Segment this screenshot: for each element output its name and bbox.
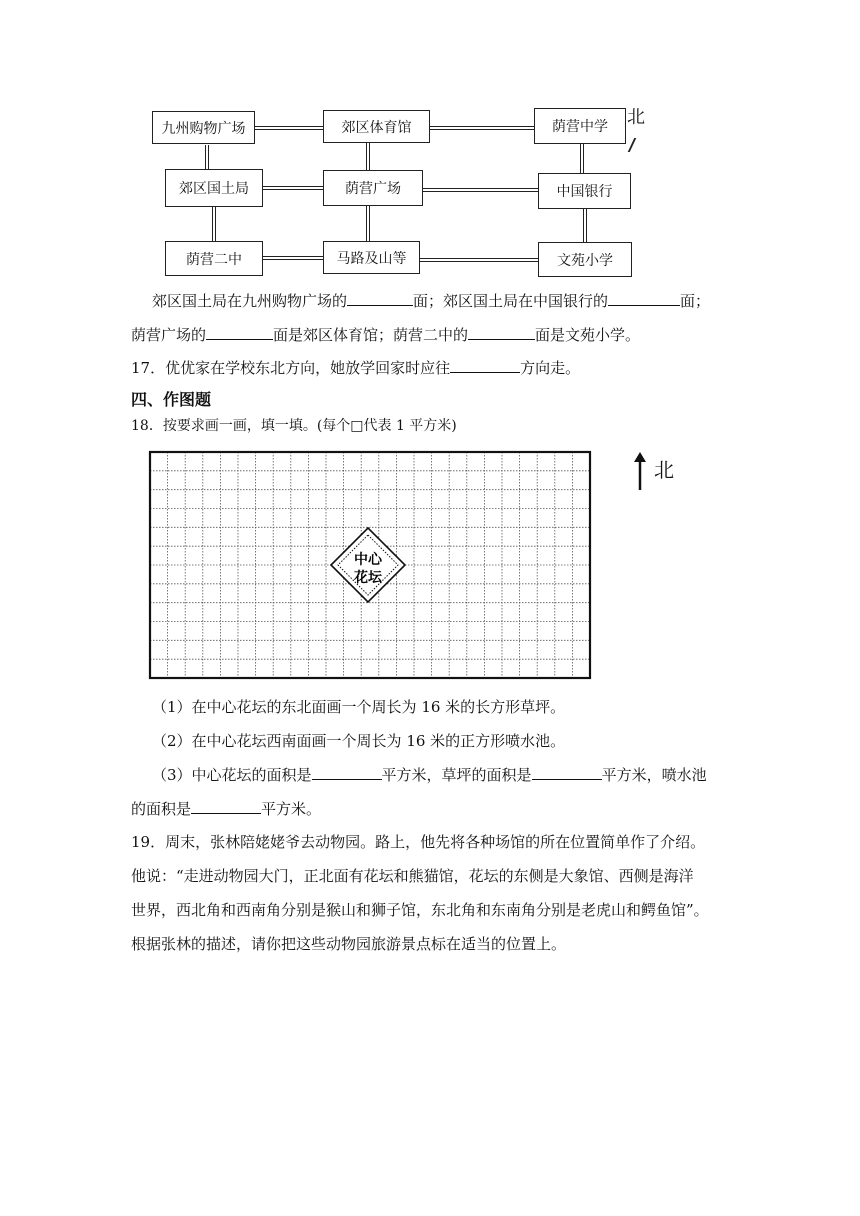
road bbox=[583, 209, 587, 242]
flowerbed-label-top: 中心 bbox=[354, 552, 382, 568]
central-flowerbed bbox=[331, 528, 405, 602]
q19-line2: 他说：“走进动物园大门，正北面有花坛和熊猫馆，花坛的东侧是大象馆、西侧是海洋 bbox=[131, 867, 694, 885]
road bbox=[420, 258, 538, 262]
answer-blank[interactable] bbox=[468, 325, 535, 340]
map-place-box: 马路及山等 bbox=[323, 241, 420, 274]
section-heading: 四、作图题 bbox=[131, 390, 212, 409]
square-grid bbox=[145, 446, 595, 682]
q16-text: 荫营广场的 bbox=[131, 326, 207, 344]
answer-blank[interactable] bbox=[450, 358, 520, 373]
answer-blank[interactable] bbox=[206, 325, 273, 340]
answer-blank[interactable] bbox=[312, 765, 382, 780]
q18-item3-line2 bbox=[131, 799, 321, 819]
answer-blank[interactable] bbox=[347, 291, 413, 306]
map-place-box: 中国银行 bbox=[538, 173, 631, 209]
map-place-box: 荫营广场 bbox=[323, 170, 423, 206]
q18-item2: （2）在中心花坛西南面画一个周长为 16 米的正方形喷水池。 bbox=[152, 732, 566, 750]
road bbox=[205, 145, 209, 169]
road bbox=[423, 188, 538, 192]
q18-text: 的面积是 bbox=[131, 800, 192, 818]
q19-line1: 19．周末，张林陪姥姥爷去动物园。路上，他先将各种场馆的所在位置简单作了介绍。 bbox=[131, 833, 706, 851]
map-place-box: 九州购物广场 bbox=[152, 111, 255, 144]
map-figure bbox=[0, 0, 860, 290]
road bbox=[366, 206, 370, 241]
map-place-box: 荫营二中 bbox=[165, 241, 263, 276]
map-place-box: 文苑小学 bbox=[538, 242, 632, 277]
q16-line2 bbox=[131, 325, 640, 345]
q18-item3-line1 bbox=[152, 765, 707, 785]
q18-text: （3）中心花坛的面积是 bbox=[152, 766, 312, 784]
map-place-box: 郊区体育馆 bbox=[323, 110, 430, 143]
answer-blank[interactable] bbox=[608, 291, 680, 306]
north-arrow-icon bbox=[632, 452, 648, 492]
q19-line4: 根据张林的描述，请你把这些动物园旅游景点标在适当的位置上。 bbox=[131, 935, 567, 953]
road bbox=[580, 144, 584, 173]
q18-text: 平方米，草坪的面积是 bbox=[381, 766, 532, 784]
answer-blank[interactable] bbox=[532, 765, 602, 780]
q16-text: 郊区国土局在九州购物广场的 bbox=[152, 292, 348, 310]
road bbox=[263, 256, 323, 260]
north-label-partial: 北 bbox=[627, 107, 645, 128]
road bbox=[212, 207, 216, 241]
map-place-box: 荫营中学 bbox=[534, 108, 626, 144]
q18-intro: 18．按要求画一画，填一填。(每个□代表 1 平方米) bbox=[131, 418, 457, 434]
q17-text: 17．优优家在学校东北方向，她放学回家时应往 bbox=[131, 359, 451, 377]
north-label: 北 bbox=[654, 458, 674, 482]
q16-text: 面； bbox=[680, 292, 711, 310]
q18-item1: （1）在中心花坛的东北面画一个周长为 16 米的长方形草坪。 bbox=[152, 698, 566, 716]
road bbox=[263, 186, 323, 190]
q18-text: 平方米，喷水池 bbox=[601, 766, 707, 784]
q17 bbox=[131, 358, 580, 378]
q16-text: 面；郊区国土局在中国银行的 bbox=[413, 292, 609, 310]
q16-text: 面是文苑小学。 bbox=[535, 326, 641, 344]
flowerbed-label-bottom: 花坛 bbox=[354, 570, 382, 586]
q18-text: 平方米。 bbox=[261, 800, 322, 818]
q19-line3: 世界，西北角和西南角分别是猴山和狮子馆，东北角和东南角分别是老虎山和鳄鱼馆”。 bbox=[131, 901, 709, 919]
q17-text: 方向走。 bbox=[520, 359, 581, 377]
map-place-box: 郊区国土局 bbox=[165, 169, 263, 207]
answer-blank[interactable] bbox=[191, 799, 261, 814]
q16-text: 面是郊区体育馆；荫营二中的 bbox=[273, 326, 469, 344]
road bbox=[430, 126, 534, 130]
road bbox=[366, 143, 370, 170]
north-arrow-partial bbox=[628, 138, 642, 152]
q16-line1 bbox=[152, 291, 710, 311]
road bbox=[255, 126, 323, 130]
